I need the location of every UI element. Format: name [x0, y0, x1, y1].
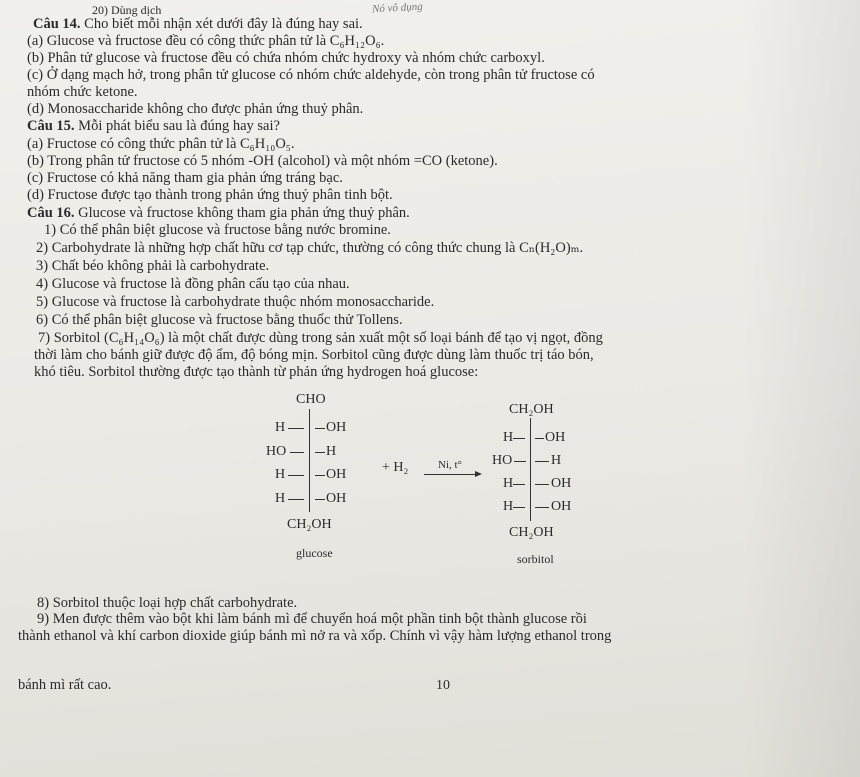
- q16-statement-7-line2: thời làm cho bánh giữ được độ ẩm, độ bóng mịn. Sorbitol cũng được dùng làm thuốc trị táo bón,: [34, 347, 594, 363]
- sorbitol-c3-right: H: [551, 453, 562, 468]
- question-16-stem: [27, 205, 410, 221]
- question-14-stem: [33, 16, 363, 32]
- sorbitol-bond: [514, 461, 526, 462]
- glucose-c4-left: H: [275, 467, 286, 482]
- glucose-bond: [315, 499, 325, 500]
- q16-statement-9-line2: thành ethanol và khí carbon dioxide giúp bánh mì nở ra và xốp. Chính vì vậy hàm lượng ethanol trong: [18, 628, 612, 644]
- question-14-intro: Cho biết mỗi nhận xét dưới đây là đúng hay sai.: [80, 16, 363, 32]
- glucose-c5-left: H: [275, 491, 286, 506]
- glucose-label: glucose: [296, 546, 333, 560]
- sorbitol-top-group: CH₂OH: [509, 402, 554, 417]
- glucose-top-group: CHO: [296, 392, 326, 407]
- q16-statement-9-line3: bánh mì rất cao.: [18, 677, 112, 693]
- q16-statement-3: 3) Chất béo không phải là carbohydrate.: [36, 258, 270, 274]
- sorbitol-c2-left: H: [503, 430, 514, 445]
- glucose-bond: [315, 452, 325, 453]
- sorbitol-bond: [535, 484, 549, 485]
- glucose-bottom-group: CH₂OH: [287, 517, 332, 532]
- question-15-title: Câu 15.: [27, 118, 75, 134]
- q16-statement-4: 4) Glucose và fructose là đồng phân cấu tạo của nhau.: [36, 276, 350, 292]
- sorbitol-c3-left: HO: [492, 453, 513, 468]
- glucose-c3-left: HO: [266, 444, 287, 459]
- q14-option-c-line1: (c) Ở dạng mạch hở, trong phân tử glucose có nhóm chức aldehyde, còn trong phân tử fructose có: [27, 67, 595, 83]
- sorbitol-bond: [535, 507, 549, 508]
- glucose-c4-right: OH: [326, 467, 347, 482]
- page-shadow: [740, 0, 860, 777]
- glucose-c2-right: OH: [326, 420, 347, 435]
- catalyst-label: Ni, t°: [438, 459, 462, 471]
- reaction-arrow: [424, 474, 480, 475]
- glucose-bond: [288, 499, 304, 500]
- glucose-c2-left: H: [275, 420, 286, 435]
- sorbitol-c5-left: H: [503, 499, 514, 514]
- sorbitol-backbone: [530, 418, 531, 521]
- q15-option-d: (d) Fructose được tạo thành trong phản ứng thuỷ phân tinh bột.: [27, 187, 393, 203]
- question-14-title: Câu 14.: [33, 16, 81, 32]
- q15-option-c: (c) Fructose có khả năng tham gia phản ứng tráng bạc.: [27, 170, 343, 186]
- glucose-c3-right: H: [326, 444, 337, 459]
- glucose-bond: [315, 475, 325, 476]
- q14-option-a: (a) Glucose và fructose đều có công thức phân tử là C₆H₁₂O₆.: [27, 33, 385, 49]
- sorbitol-bottom-group: CH₂OH: [509, 525, 554, 540]
- sorbitol-c4-right: OH: [551, 476, 572, 491]
- question-15-intro: Mỗi phát biểu sau là đúng hay sai?: [74, 118, 280, 134]
- q16-statement-7-line3: khó tiêu. Sorbitol thường được tạo thành từ phản ứng hydrogen hoá glucose:: [34, 364, 479, 380]
- sorbitol-c5-right: OH: [551, 499, 572, 514]
- question-16-title: Câu 16.: [27, 205, 75, 221]
- q16-statement-2: 2) Carbohydrate là những hợp chất hữu cơ tạp chức, thường có công thức chung là Cₙ(H₂O)ₘ.: [36, 240, 584, 256]
- q16-statement-7-line1: 7) Sorbitol (C₆H₁₄O₆) là một chất được dùng trong sản xuất một số loại bánh để tạo vị ngọt, đồng: [38, 330, 603, 346]
- q16-statement-8: 8) Sorbitol thuộc loại hợp chất carbohydrate.: [37, 595, 298, 611]
- sorbitol-label: sorbitol: [517, 552, 554, 566]
- q14-option-d: (d) Monosaccharide không cho được phản ứng thuỷ phân.: [27, 101, 364, 117]
- q16-statement-1: 1) Có thể phân biệt glucose và fructose bằng nước bromine.: [44, 222, 391, 238]
- q16-statement-6: 6) Có thể phân biệt glucose và fructose bằng thuốc thử Tollens.: [36, 312, 403, 328]
- sorbitol-bond: [535, 461, 549, 462]
- q15-option-b: (b) Trong phân tử fructose có 5 nhóm -OH (alcohol) và một nhóm =CO (ketone).: [27, 153, 498, 169]
- top-item-text: 20) Dùng dịch: [92, 3, 162, 17]
- q15-option-a: (a) Fructose có công thức phân tử là C₆H₁₀O₅.: [27, 136, 295, 152]
- sorbitol-c2-right: OH: [545, 430, 566, 445]
- sorbitol-bond: [513, 438, 525, 439]
- handwritten-note: Nó vô dụng: [371, 0, 424, 16]
- hydrogen-reagent: + H₂: [382, 460, 409, 475]
- sorbitol-bond: [535, 438, 544, 439]
- q16-statement-5: 5) Glucose và fructose là carbohydrate thuộc nhóm monosaccharide.: [36, 294, 435, 310]
- sorbitol-bond: [513, 484, 525, 485]
- glucose-bond: [290, 452, 304, 453]
- question-16-intro: Glucose và fructose không tham gia phản ứng thuỷ phân.: [74, 205, 410, 221]
- sorbitol-bond: [513, 507, 525, 508]
- page-number: 10: [436, 678, 450, 693]
- glucose-c5-right: OH: [326, 491, 347, 506]
- q14-option-c-line2: nhóm chức ketone.: [27, 84, 138, 100]
- question-15-stem: [27, 118, 280, 134]
- q16-statement-9-line1: 9) Men được thêm vào bột khi làm bánh mì để chuyển hoá một phần tinh bột thành glucose rồi: [37, 611, 587, 627]
- glucose-bond: [288, 428, 304, 429]
- glucose-bond: [288, 475, 304, 476]
- glucose-bond: [315, 428, 325, 429]
- glucose-backbone: [309, 409, 310, 512]
- sorbitol-c4-left: H: [503, 476, 514, 491]
- q14-option-b: (b) Phân tử glucose và fructose đều có chứa nhóm chức hydroxy và nhóm chức carboxyl.: [27, 50, 545, 66]
